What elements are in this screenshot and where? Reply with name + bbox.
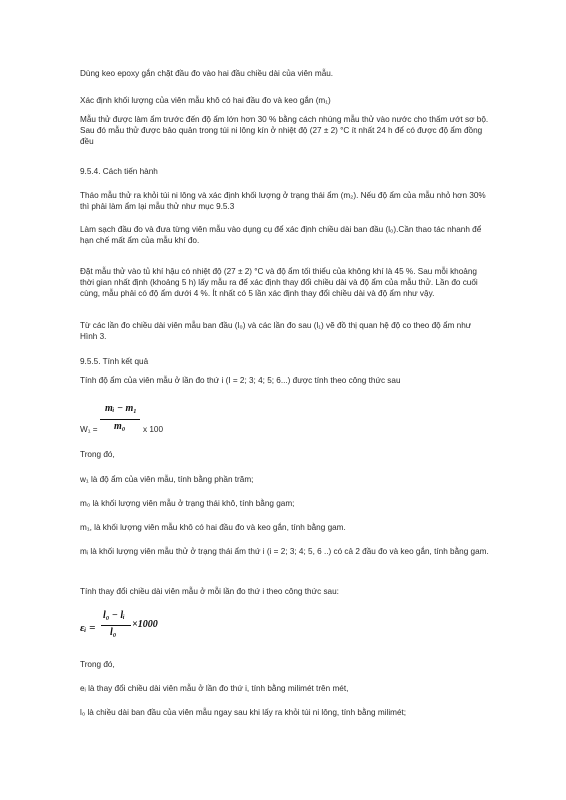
formula1-fraction-bar — [100, 419, 140, 420]
section-heading-procedure: 9.5.4. Cách tiến hành — [80, 167, 158, 176]
formula2-factor: ×1000 — [132, 619, 158, 630]
paragraph-clean-gauge: Làm sạch đầu đo và đưa từng viên mẫu vào dụng cụ để xác định chiều dài ban đầu (l₀).Cần thao tác nhanh để hạn chế mất ẩm của mẫu khí đo. — [80, 225, 482, 245]
paragraph-where-2: Trong đó, — [80, 660, 115, 669]
formula2-numerator: l₀ − lᵢ — [103, 610, 125, 621]
paragraph-length-formula-intro: Tính thay đổi chiều dài viên mẫu ở mỗi lần đo thứ i theo công thức sau: — [80, 587, 339, 596]
definition-m0: m₀ là khối lượng viên mẫu ở trạng thái khô, tính bằng gam; — [80, 499, 295, 508]
section-heading-results: 9.5.5. Tính kết quả — [80, 357, 149, 366]
paragraph-climate-cabinet: Đặt mẫu thử vào tủ khí hậu có nhiệt độ (27 ± 2) °C và độ ẩm tối thiểu của không khí là 45 %. Sau mỗi khoảng thời gian nhất định (khoảng 5 h) lấy mẫu ra để xác định thay đổi chiều dài và độ ẩm của mẫu thử. Lần đo cuối cùng, mẫu phải có độ ẩm dưới 4 %. Ít nhất có 5 lần xác định thay đổi chiều dài và độ ẩm như vậy. — [80, 267, 478, 298]
formula2-fraction-bar — [101, 625, 131, 626]
formula2-lhs: εᵢ = — [80, 622, 96, 634]
formula1-lhs: W₁ = — [80, 425, 98, 434]
formula2-denominator: l₀ — [110, 627, 117, 638]
definition-mi: mᵢ là khối lượng viên mẫu thử ở trạng thái ẩm thứ i (i = 2; 3; 4; 5, 6 ..) có cả 2 đầu đo và keo gắn, tính bằng gam. — [80, 547, 489, 556]
formula1-numerator: mᵢ − m₁ — [105, 403, 137, 414]
definition-l0: l₀ là chiều dài ban đầu của viên mẫu ngay sau khi lấy ra khỏi túi ni lông, tính bằng milimét; — [80, 708, 407, 717]
paragraph-remove-bag: Tháo mẫu thử ra khỏi túi ni lông và xác định khối lượng ở trạng thái ẩm (m₂). Nếu độ ẩm của mẫu nhỏ hơn 30% thì phải làm ẩm lại mẫu thử như mục 9.5.3 — [80, 191, 486, 211]
paragraph-moisture-formula-intro: Tính độ ẩm của viên mẫu ở lần đo thứ i (I = 2; 3; 4; 5; 6...) được tính theo công thức sau — [80, 376, 401, 385]
definition-m1: m₁, là khối lượng viên mẫu khô có hai đầu đo và keo gắn, tính bằng gam. — [80, 523, 346, 532]
formula1-factor: x 100 — [143, 425, 164, 434]
paragraph-where-1: Trong đó, — [80, 450, 115, 459]
formula1-denominator: m₀ — [114, 421, 126, 432]
definition-ei: eᵢ là thay đổi chiều dài viên mẫu ở lần đo thứ i, tính bằng milimét trên mét, — [80, 684, 349, 693]
paragraph-plot: Từ các lần đo chiều dài viên mẫu ban đầu (l₀) và các lần đo sau (l₁) vẽ đồ thị quan hệ độ co theo độ ẩm như Hình 3. — [80, 321, 472, 341]
paragraph-moisten: Mẫu thử được làm ẩm trước đến độ ẩm lớn hơn 30 % bằng cách nhúng mẫu thử vào nước cho thấm ướt sơ bộ. Sau đó mẫu thử được bảo quản trong túi ni lông kín ở nhiệt độ (27 ± 2) °C ít nhất 24 h để có được độ ẩm đồng đều — [80, 115, 489, 146]
definition-w1: w₁ là độ ẩm của viên mẫu, tính bằng phần trăm; — [80, 475, 254, 484]
paragraph-epoxy: Dùng keo epoxy gắn chặt đầu đo vào hai đầu chiều dài của viên mẫu. — [80, 69, 334, 78]
paragraph-dry-mass: Xác định khối lượng của viên mẫu khô có hai đầu đo và keo gắn (m₁) — [80, 96, 331, 105]
